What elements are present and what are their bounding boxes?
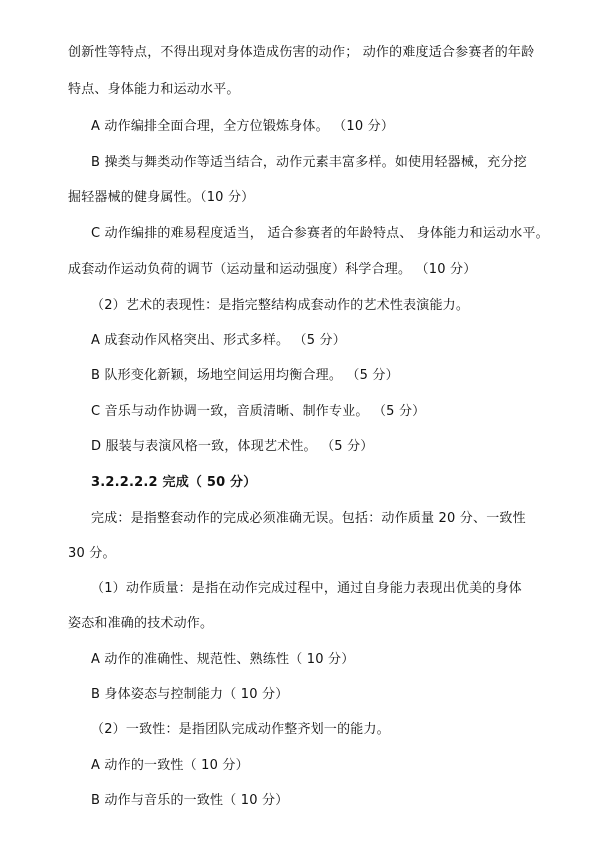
section-number-heading: 3.2.2.2.2 完成（ 50 分） (91, 475, 257, 490)
text-line: 创新性等特点，不得出现对身体造成伤害的动作； 动作的难度适合参赛者的年龄 (68, 45, 535, 60)
text-line: 姿态和准确的技术动作。 (68, 616, 214, 631)
text-line: 成套动作运动负荷的调节（运动量和运动强度）科学合理。 （10 分） (68, 262, 477, 277)
text-line: B 身体姿态与控制能力（ 10 分） (91, 687, 289, 702)
section-heading: （1）动作质量：是指在动作完成过程中，通过自身能力表现出优美的身体 (91, 581, 522, 596)
text-line: A 动作的准确性、规范性、熟练性（ 10 分） (91, 652, 355, 667)
text-line: D 服装与表演风格一致，体现艺术性。 （5 分） (91, 439, 374, 454)
text-line: B 操类与舞类动作等适当结合，动作元素丰富多样。如使用轻器械，充分挖 (91, 155, 527, 170)
text-line: A 动作编排全面合理，全方位锻炼身体。 （10 分） (91, 119, 395, 134)
section-heading: （2）艺术的表现性：是指完整结构成套动作的艺术性表演能力。 (91, 298, 470, 313)
text-line: 掘轻器械的健身属性。（10 分） (68, 190, 255, 205)
text-line: A 成套动作风格突出、形式多样。 （5 分） (91, 333, 346, 348)
text-line: B 动作与音乐的一致性（ 10 分） (91, 793, 289, 808)
text-line: 特点、身体能力和运动水平。 (68, 82, 240, 97)
text-line: B 队形变化新颖，场地空间运用均衡合理。 （5 分） (91, 368, 399, 383)
section-heading: （2）一致性：是指团队完成动作整齐划一的能力。 (91, 722, 390, 737)
text-line: A 动作的一致性（ 10 分） (91, 758, 249, 773)
text-line: 30 分。 (68, 546, 116, 561)
text-line: C 音乐与动作协调一致，音质清晰、制作专业。 （5 分） (91, 404, 426, 419)
text-line: 完成：是指整套动作的完成必须准确无误。包括：动作质量 20 分、一致性 (91, 511, 526, 526)
text-line: C 动作编排的难易程度适当， 适合参赛者的年龄特点、 身体能力和运动水平。 (91, 226, 549, 241)
